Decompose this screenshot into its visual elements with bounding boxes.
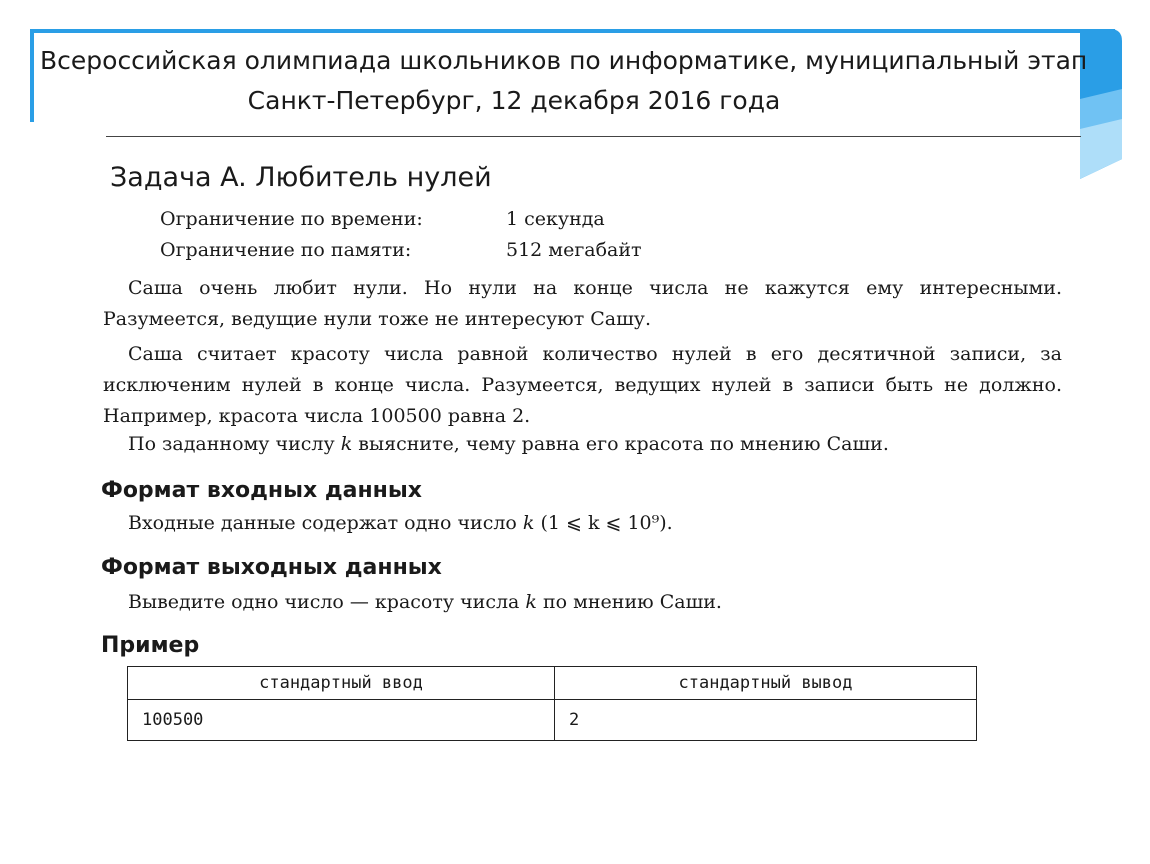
- input-format-before: Входные данные содержат одно число: [128, 512, 517, 534]
- example-header-input: стандартный ввод: [128, 667, 555, 700]
- example-header-output: стандартный вывод: [555, 667, 977, 700]
- example-table-header-row: [128, 667, 977, 700]
- memory-limit-value: 512 мегабайт: [506, 239, 642, 261]
- input-format-constraint: (1 ⩽ k ⩽ 10⁹).: [540, 512, 673, 534]
- memory-limit-label: Ограничение по памяти:: [160, 239, 412, 261]
- table-row: [128, 700, 977, 741]
- example-output-cell: 2: [555, 700, 977, 741]
- example-table: [127, 666, 977, 741]
- time-limit-value: 1 секунда: [506, 208, 605, 230]
- olympiad-header-date: Санкт-Петербург, 12 декабря 2016 года: [247, 86, 781, 115]
- time-limit-label: Ограничение по времени:: [160, 208, 423, 230]
- statement-paragraph-3: [103, 429, 1062, 460]
- statement-paragraph-1: Саша очень любит нули. Но нули на конце числа не кажутся ему интересными. Разумеется, ведущие нули тоже не интересуют Сашу.: [103, 277, 1062, 330]
- output-format-variable: k: [525, 591, 537, 613]
- example-input-cell: 100500: [128, 700, 555, 741]
- header-divider: [106, 136, 1081, 137]
- input-format-variable: k: [522, 512, 535, 534]
- statement-p3-before: По заданному числу: [128, 433, 335, 455]
- task-title: Задача A. Любитель нулей: [110, 162, 492, 193]
- output-format-after: по мнению Саши.: [542, 591, 722, 613]
- accent-border-top: [30, 29, 1115, 33]
- input-format-text: [103, 508, 1062, 539]
- output-format-before: Выведите одно число — красоту числа: [128, 591, 520, 613]
- statement-p3-after: выясните, чему равна его красота по мнению Саши.: [358, 433, 889, 455]
- statement-paragraph-2: Саша считает красоту числа равной количество нулей в его десятичной записи, за исключеним нулей в конце числа. Разумеется, ведущих нулей в записи быть не должно. Например, красота числа 100500 равна 2.: [103, 343, 1062, 427]
- output-format-heading: Формат выходных данных: [101, 555, 442, 580]
- output-format-text: [103, 587, 1062, 618]
- input-format-heading: Формат входных данных: [101, 478, 422, 503]
- example-heading: Пример: [101, 633, 200, 658]
- statement-p3-variable: k: [340, 433, 353, 455]
- olympiad-header-title: Всероссийская олимпиада школьников по информатике, муниципальный этап: [40, 46, 1088, 75]
